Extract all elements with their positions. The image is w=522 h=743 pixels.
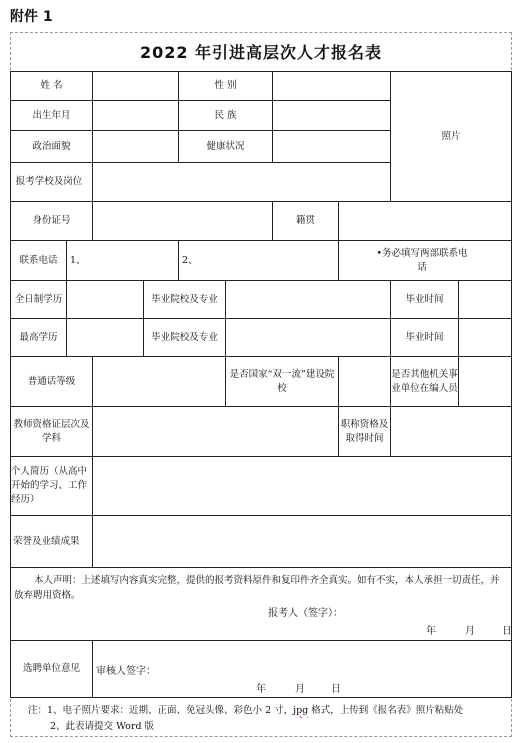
- label-id-card: 身份证号: [32, 215, 71, 226]
- date-year-2: 年: [256, 684, 266, 695]
- label-health: 健康状况: [206, 140, 245, 152]
- label-ethnicity: 民 族: [214, 109, 237, 121]
- label-teacher-cert: 教师资格证层次及学科: [13, 418, 90, 444]
- note-line-1: [28, 703, 463, 718]
- label-highest-edu: 最高学历: [19, 331, 58, 343]
- note-line-1-tail: 格式，上传到《报名表》照片粘贴处: [308, 705, 464, 716]
- grad-school-major-2-field[interactable]: [226, 319, 390, 356]
- health-field[interactable]: [273, 131, 390, 162]
- id-card-field[interactable]: [93, 202, 272, 240]
- date-day: 日: [502, 626, 512, 637]
- label-fulltime-edu: 全日制学历: [14, 293, 63, 305]
- grad-school-major-field[interactable]: [226, 281, 390, 318]
- photo-placeholder[interactable]: 照片: [441, 130, 461, 142]
- attachment-label: 附件 1: [10, 9, 53, 25]
- label-title-cert: 职称资格及取得时间: [340, 418, 389, 444]
- title-cert-field[interactable]: [391, 407, 511, 456]
- honors-field[interactable]: [93, 516, 511, 567]
- grad-time-field[interactable]: [459, 281, 511, 318]
- phone2-field[interactable]: 2、: [182, 254, 198, 266]
- label-mandarin: 普通话等级: [27, 375, 76, 387]
- declaration-text: 本人声明：上述填写内容真实完整，提供的报考资料原件和复印件齐全真实。如有不实，本人承担一切责任，并放弃聘用资格。: [14, 575, 500, 601]
- date-day-2: 日: [331, 684, 341, 695]
- grad-time-2-field[interactable]: [459, 319, 511, 356]
- double-first-field[interactable]: [339, 357, 390, 406]
- label-grad-school-major: 毕业院校及专业: [151, 293, 218, 305]
- label-grad-time-2: 毕业时间: [405, 331, 444, 343]
- phone-note: •务必填写两部联系电话: [376, 247, 468, 273]
- label-unit-opinion: 选聘单位意见: [22, 663, 80, 674]
- resume-field[interactable]: [93, 457, 511, 515]
- note-line-2: 2、此表请提交 Word 版: [50, 721, 155, 732]
- date-year: 年: [426, 626, 436, 637]
- highest-edu-field[interactable]: [67, 319, 143, 356]
- fulltime-edu-field[interactable]: [67, 281, 143, 318]
- gender-field[interactable]: [273, 72, 390, 100]
- date-month-2: 月: [295, 684, 305, 695]
- reviewer-sign-field[interactable]: [160, 655, 500, 675]
- birth-field[interactable]: [93, 101, 178, 130]
- phone1-field[interactable]: 1、: [70, 254, 86, 266]
- note-line-1-text: 注：1、电子照片要求：近期、正面、免冠头像、彩色小 2 寸，: [28, 705, 294, 716]
- form-title: 2022 年引进高层次人才报名表: [139, 43, 383, 62]
- teacher-cert-field[interactable]: [93, 407, 338, 456]
- applicant-sign-field[interactable]: [350, 600, 500, 618]
- mandarin-field[interactable]: [93, 357, 225, 406]
- label-phone: 联系电话: [19, 254, 58, 266]
- reviewer-sign-label: 审核人签字：: [96, 666, 156, 677]
- label-school-post: 报考学校及岗位: [15, 176, 83, 187]
- ethnicity-field[interactable]: [273, 101, 390, 130]
- label-native-place: 籍贯: [295, 215, 315, 226]
- label-double-first: 是否国家“双一流”建设院校: [229, 368, 335, 394]
- label-birth: 出生年月: [32, 109, 71, 121]
- label-resume: 个人简历（从高中开始的学习、工作经历）: [11, 466, 88, 505]
- label-public-unit: 是否其他机关事业单位在编人员: [391, 368, 458, 394]
- date-month: 月: [465, 626, 475, 637]
- label-gender: 性 别: [214, 80, 237, 91]
- label-name: 姓 名: [40, 80, 63, 91]
- note-jpg: jpg: [293, 705, 309, 716]
- label-political: 政治面貌: [32, 140, 71, 152]
- applicant-sign-label: 报考人（签字）：: [268, 608, 343, 619]
- label-grad-school-major-2: 毕业院校及专业: [151, 331, 218, 343]
- school-post-field[interactable]: [93, 163, 390, 201]
- label-grad-time: 毕业时间: [405, 293, 444, 305]
- native-place-field[interactable]: [339, 202, 511, 240]
- political-field[interactable]: [93, 131, 178, 162]
- public-unit-field[interactable]: [459, 357, 511, 406]
- name-field[interactable]: [93, 72, 178, 100]
- label-honors: 荣誉及业绩成果: [13, 535, 80, 547]
